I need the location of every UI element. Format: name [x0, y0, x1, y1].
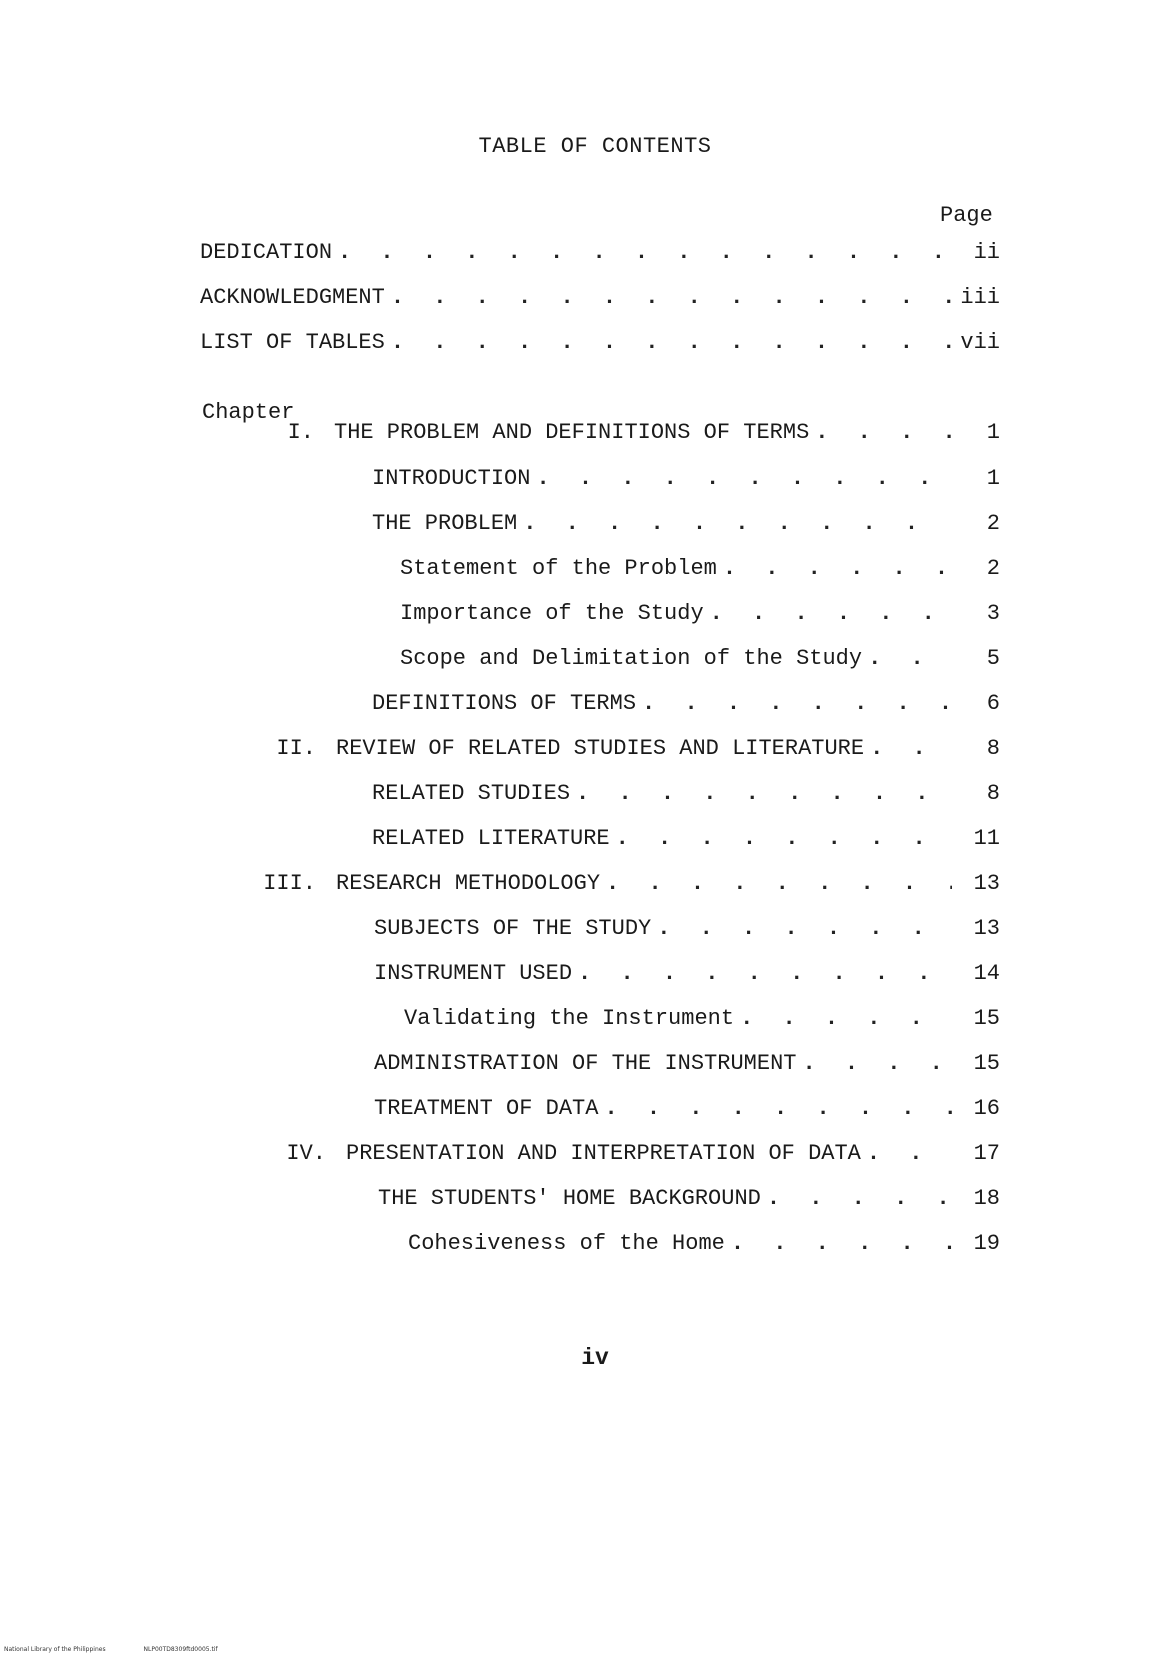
toc-entry-page: 3 — [986, 601, 1000, 626]
toc-entry-label: DEFINITIONS OF TERMS — [372, 691, 637, 716]
toc-entry — [374, 1049, 1000, 1079]
toc-entry-page: 18 — [973, 1186, 1000, 1211]
toc-entry-page: 15 — [973, 1006, 1000, 1031]
dot-leader — [642, 689, 952, 719]
toc-entry-label: Validating the Instrument — [404, 1006, 735, 1031]
scan-footer — [4, 1646, 254, 1653]
page-title: TABLE OF CONTENTS — [478, 134, 712, 159]
toc-entry-label: THE PROBLEM AND DEFINITIONS OF TERMS — [334, 420, 810, 445]
toc-entry — [400, 644, 1000, 674]
toc-entry — [408, 1229, 1000, 1259]
toc-chapter-entry — [258, 869, 1000, 899]
chapter-number: III. — [263, 871, 316, 896]
toc-entry — [200, 283, 1000, 313]
toc-entry-label: LIST OF TABLES — [200, 330, 385, 355]
chapter-heading: Chapter — [202, 400, 295, 425]
toc-entry-label: RELATED LITERATURE — [372, 826, 610, 851]
page-column-heading: Page — [940, 203, 993, 228]
toc-entry-label: PRESENTATION AND INTERPRETATION OF DATA — [346, 1141, 861, 1166]
toc-entry-label: THE PROBLEM — [372, 511, 518, 536]
dot-leader — [802, 1049, 952, 1079]
toc-entry-label: TREATMENT OF DATA — [374, 1096, 599, 1121]
dot-leader — [731, 1229, 952, 1259]
dot-leader — [815, 418, 952, 448]
toc-entry — [374, 914, 1000, 944]
dot-leader — [338, 238, 952, 268]
page-number: iv — [581, 1345, 609, 1371]
toc-entry-page: vii — [960, 330, 1000, 355]
dot-leader — [391, 328, 952, 358]
dot-leader — [767, 1184, 952, 1214]
toc-entry — [200, 238, 1000, 268]
toc-chapter-entry — [282, 1139, 1000, 1169]
dot-leader — [523, 509, 952, 539]
toc-entry-page: iii — [960, 285, 1000, 310]
dot-leader — [740, 1004, 952, 1034]
dot-leader — [867, 1139, 952, 1169]
toc-entry-page: 2 — [986, 511, 1000, 536]
toc-entry-page: 8 — [986, 736, 1000, 761]
toc-entry-label: ACKNOWLEDGMENT — [200, 285, 385, 310]
dot-leader — [576, 779, 952, 809]
toc-chapter-entry — [280, 418, 1000, 448]
toc-entry-page: 1 — [986, 420, 1000, 445]
file-name: NLP00TD8309ftd0005.tif — [143, 1646, 218, 1653]
chapter-number: I. — [287, 420, 314, 445]
toc-entry-label: RELATED STUDIES — [372, 781, 571, 806]
chapter-number: IV. — [286, 1141, 326, 1166]
toc-entry-page: 13 — [973, 871, 1000, 896]
toc-entry-page: 13 — [973, 916, 1000, 941]
dot-leader — [606, 869, 952, 899]
dot-leader — [391, 283, 952, 313]
toc-entry-label: Statement of the Problem — [400, 556, 717, 581]
toc-entry — [372, 464, 1000, 494]
toc-entry-page: ii — [973, 240, 1000, 265]
toc-entry-page: 17 — [973, 1141, 1000, 1166]
toc-entry — [372, 689, 1000, 719]
toc-entry-label: Scope and Delimitation of the Study — [400, 646, 863, 671]
toc-entry — [400, 554, 1000, 584]
toc-entry — [374, 1094, 1000, 1124]
toc-entry-page: 16 — [973, 1096, 1000, 1121]
toc-entry — [372, 779, 1000, 809]
toc-entry-page: 6 — [986, 691, 1000, 716]
toc-entry — [374, 959, 1000, 989]
toc-entry-label: INTRODUCTION — [372, 466, 531, 491]
toc-entry — [400, 599, 1000, 629]
dot-leader — [657, 914, 952, 944]
toc-entry — [372, 509, 1000, 539]
toc-entry-page: 1 — [986, 466, 1000, 491]
toc-entry-label: INSTRUMENT USED — [374, 961, 573, 986]
library-name: National Library of the Philippines — [4, 1646, 106, 1653]
toc-chapter-entry — [270, 734, 1000, 764]
toc-entry-page: 8 — [986, 781, 1000, 806]
toc-entry-label: ADMINISTRATION OF THE INSTRUMENT — [374, 1051, 797, 1076]
toc-entry-label: Importance of the Study — [400, 601, 704, 626]
dot-leader — [578, 959, 952, 989]
toc-entry-page: 5 — [986, 646, 1000, 671]
toc-entry-label: Cohesiveness of the Home — [408, 1231, 725, 1256]
toc-entry — [200, 328, 1000, 358]
toc-entry — [404, 1004, 1000, 1034]
toc-entry-page: 14 — [973, 961, 1000, 986]
toc-entry-page: 19 — [973, 1231, 1000, 1256]
toc-entry-label: THE STUDENTS' HOME BACKGROUND — [378, 1186, 761, 1211]
toc-entry-page: 11 — [973, 826, 1000, 851]
toc-entry-page: 2 — [986, 556, 1000, 581]
dot-leader — [868, 644, 952, 674]
toc-entry-label: SUBJECTS OF THE STUDY — [374, 916, 652, 941]
toc-entry-label: DEDICATION — [200, 240, 333, 265]
dot-leader — [616, 824, 952, 854]
toc-entry — [372, 824, 1000, 854]
toc-entry-page: 15 — [973, 1051, 1000, 1076]
dot-leader — [870, 734, 952, 764]
toc-entry-label: REVIEW OF RELATED STUDIES AND LITERATURE — [336, 736, 865, 761]
dot-leader — [536, 464, 952, 494]
dot-leader — [710, 599, 952, 629]
chapter-number: II. — [276, 736, 316, 761]
dot-leader — [723, 554, 952, 584]
toc-entry-label: RESEARCH METHODOLOGY — [336, 871, 601, 896]
dot-leader — [604, 1094, 952, 1124]
toc-entry — [378, 1184, 1000, 1214]
